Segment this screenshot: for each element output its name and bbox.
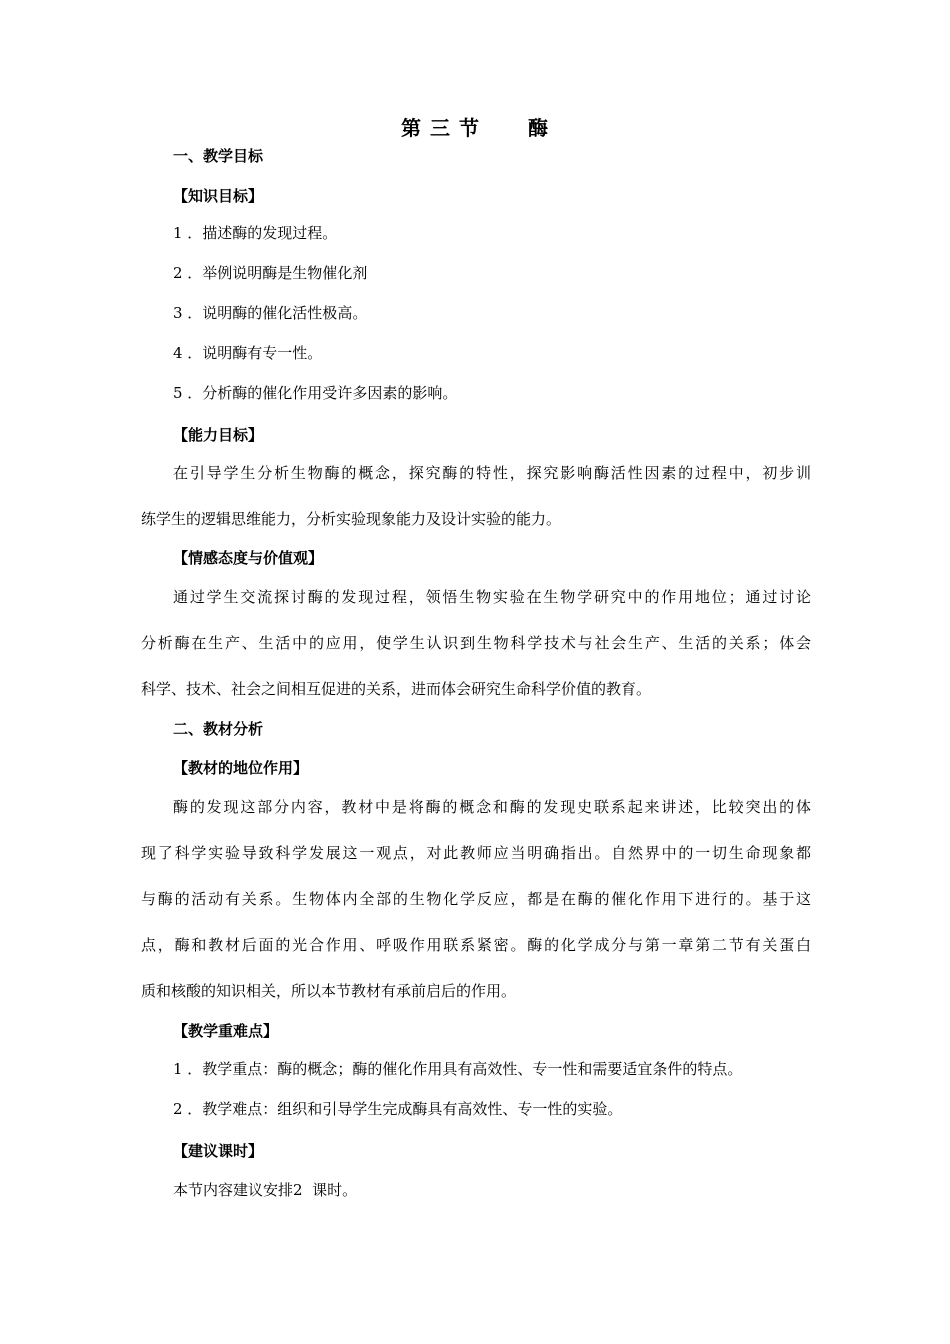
knowledge-item: 3 ．说明酶的催化活性极高。 — [173, 304, 368, 322]
ability-paragraph-line: 在引导学生分析生物酶的概念，探究酶的特性，探究影响酶活性因素的过程中，初步训 — [173, 464, 811, 482]
knowledge-item: 1 ．描述酶的发现过程。 — [173, 224, 338, 242]
position-paragraph-line: 点，酶和教材后面的光合作用、呼吸作用联系紧密。酶的化学成分与第一章第二节有关蛋白 — [141, 936, 811, 954]
position-paragraph-line: 酶的发现这部分内容，教材中是将酶的概念和酶的发现史联系起来讲述，比较突出的体 — [173, 798, 811, 816]
subheading-keypoints: 【教学重难点】 — [173, 1022, 279, 1040]
keypoint-item: 1 ．教学重点：酶的概念；酶的催化作用具有高效性、专一性和需要适宜条件的特点。 — [173, 1060, 743, 1078]
title-topic: 酶 — [527, 116, 549, 140]
subheading-position: 【教材的地位作用】 — [173, 759, 309, 777]
section-heading-goals: 一、教学目标 — [173, 147, 264, 165]
page-title — [0, 112, 950, 141]
emotion-paragraph-line: 通过学生交流探讨酶的发现过程，领悟生物实验在生物学研究中的作用地位；通过讨论 — [173, 588, 811, 606]
ability-paragraph-line: 练学生的逻辑思维能力，分析实验现象能力及设计实验的能力。 — [141, 510, 562, 528]
position-paragraph-line: 现了科学实验导致科学发展这一观点，对此教师应当明确指出。自然界中的一切生命现象都 — [141, 844, 811, 862]
subheading-ability: 【能力目标】 — [173, 426, 264, 444]
hours-text: 本节内容建议安排2 课时。 — [173, 1181, 358, 1199]
knowledge-item: 2 ．举例说明酶是生物催化剂 — [173, 264, 368, 282]
subheading-knowledge: 【知识目标】 — [173, 187, 264, 205]
keypoint-item: 2 ．教学难点：组织和引导学生完成酶具有高效性、专一性的实验。 — [173, 1100, 623, 1118]
emotion-paragraph-line: 科学、技术、社会之间相互促进的关系，进而体会研究生命科学价值的教育。 — [141, 680, 652, 698]
subheading-emotion: 【情感态度与价值观】 — [173, 549, 324, 567]
title-section-number: 第 三 节 — [401, 116, 480, 140]
emotion-paragraph-line: 分析酶在生产、生活中的应用，使学生认识到生物科学技术与社会生产、生活的关系；体会 — [141, 634, 811, 652]
position-paragraph-line: 质和核酸的知识相关，所以本节教材有承前启后的作用。 — [141, 982, 517, 1000]
position-paragraph-line: 与酶的活动有关系。生物体内全部的生物化学反应，都是在酶的催化作用下进行的。基于这 — [141, 890, 811, 908]
section-heading-materials: 二、教材分析 — [173, 720, 264, 738]
knowledge-item: 4 ．说明酶有专一性。 — [173, 344, 323, 362]
knowledge-item: 5 ．分析酶的催化作用受许多因素的影响。 — [173, 384, 458, 402]
subheading-hours: 【建议课时】 — [173, 1142, 264, 1160]
